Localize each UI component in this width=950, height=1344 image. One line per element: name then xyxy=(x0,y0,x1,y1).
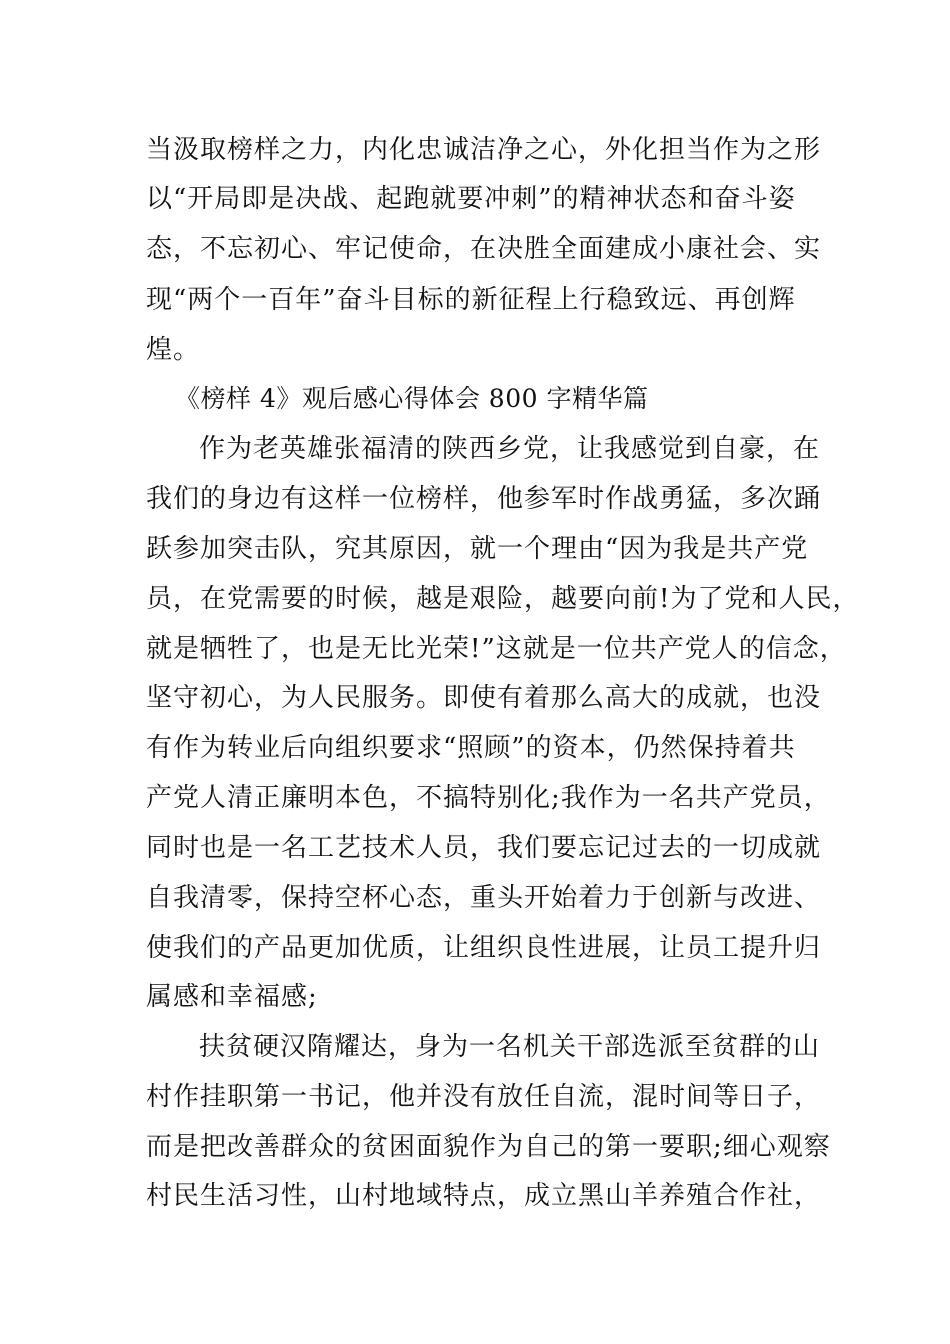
text-line: 村民生活习性，山村地域特点，成立黑山羊养殖合作社， xyxy=(146,1181,822,1211)
text-line: 现“两个一百年”奋斗目标的新征程上行稳致远、再创辉 xyxy=(146,285,796,315)
text-line: 我们的身边有这样一位榜样，他参军时作战勇猛，多次踊 xyxy=(146,484,822,514)
text-line: 村作挂职第一书记，他并没有放任自流，混时间等日子， xyxy=(146,1082,822,1112)
text-line: 有作为转业后向组织要求“照顾”的资本，仍然保持着共 xyxy=(146,733,796,763)
text-line: 使我们的产品更加优质，让组织良性进展，让员工提升归 xyxy=(146,933,822,963)
text-line: 坚守初心，为人民服务。即使有着那么高大的成就，也没 xyxy=(146,683,822,713)
text-line: 自我清零，保持空杯心态，重头开始着力于创新与改进、 xyxy=(146,883,822,913)
text-line: 而是把改善群众的贫困面貌作为自己的第一要职;细心观察 xyxy=(146,1132,831,1162)
text-line: 跃参加突击队，究其原因，就一个理由“因为我是共产党 xyxy=(146,534,809,564)
section-heading: 《榜样 4》观后感心得体会 800 字精华篇 xyxy=(175,384,649,413)
text-line: 属感和幸福感; xyxy=(146,982,318,1012)
text-line: 以“开局即是决战、起跑就要冲刺”的精神状态和奋斗姿 xyxy=(146,184,796,214)
text-line: 员，在党需要的时候，越是艰险，越要向前!为了党和人民， xyxy=(146,584,860,614)
paragraph-start: 扶贫硬汉隋耀达，身为一名机关干部选派至贫群的山 xyxy=(199,1032,821,1062)
text-line: 态，不忘初心、牢记使命，在决胜全面建成小康社会、实 xyxy=(146,234,822,264)
text-line: 当汲取榜样之力，内化忠诚洁净之心，外化担当作为之形 xyxy=(146,135,822,165)
text-line: 就是牺牲了，也是无比光荣!”这就是一位共产党人的信念， xyxy=(146,634,847,664)
text-line: 煌。 xyxy=(146,335,201,365)
text-line: 产党人清正廉明本色，不搞特别化;我作为一名共产党员， xyxy=(146,783,831,813)
paragraph-start: 作为老英雄张福清的陕西乡党，让我感觉到自豪，在 xyxy=(199,434,821,464)
text-line: 同时也是一名工艺技术人员，我们要忘记过去的一切成就 xyxy=(146,833,822,863)
